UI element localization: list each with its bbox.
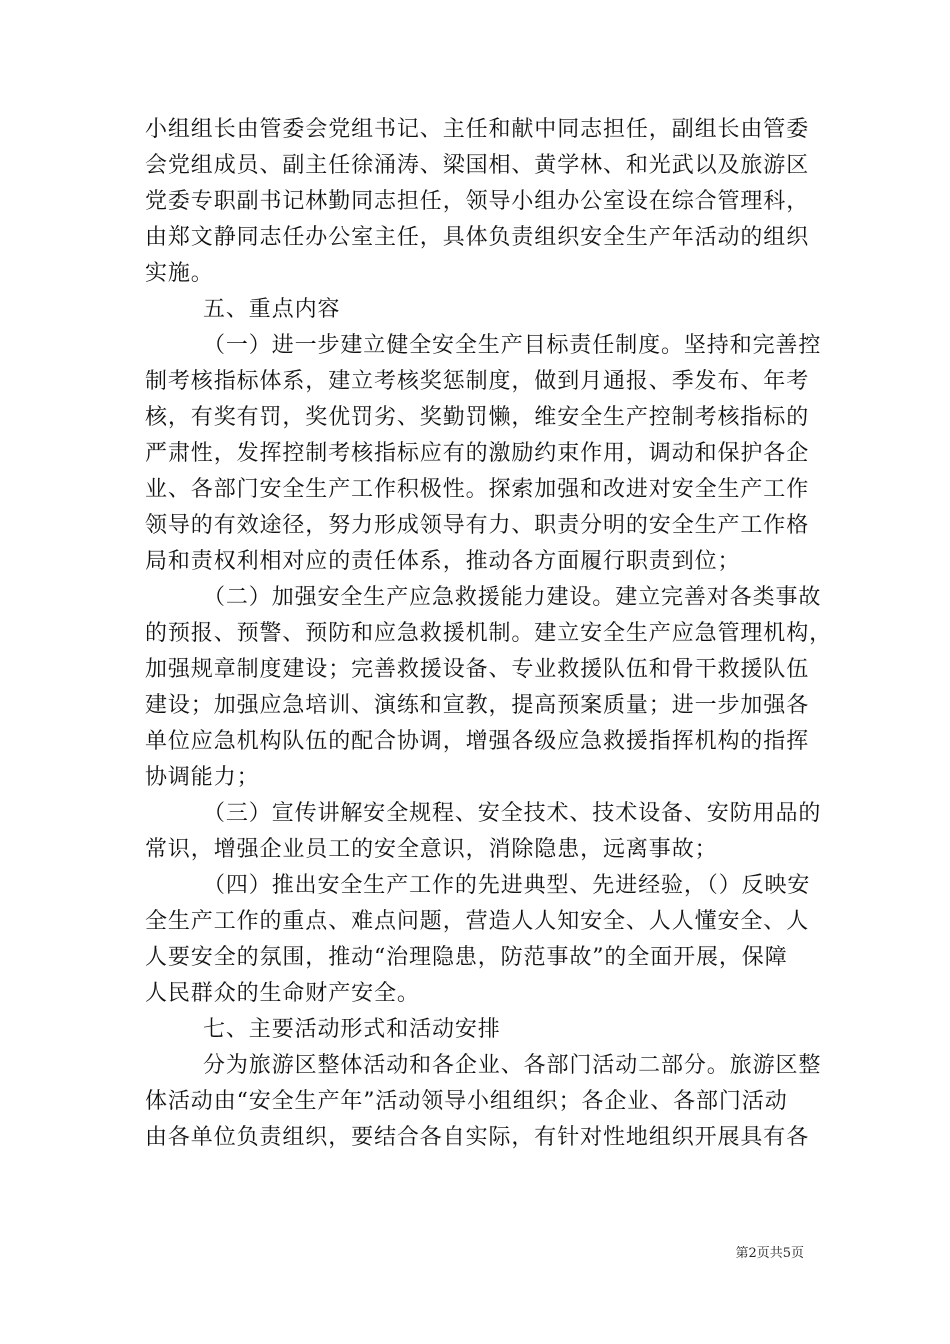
text-line: 制考核指标体系，建立考核奖惩制度，做到月通报、季发布、年考 xyxy=(145,369,810,394)
text-line: 人要安全的氛围，推动“治理隐患，防范事故”的全面开展，保障 xyxy=(145,945,788,970)
text-line: 由各单位负责组织，要结合各自实际，有针对性地组织开展具有各 xyxy=(145,1125,810,1150)
text-line: （三）宣传讲解安全规程、安全技术、技术设备、安防用品的 xyxy=(203,801,822,826)
section-heading: 七、主要活动形式和活动安排 xyxy=(203,1017,501,1042)
text-line: 协调能力； xyxy=(145,765,260,790)
text-line: 建设；加强应急培训、演练和宣教，提高预案质量；进一步加强各 xyxy=(145,693,810,718)
text-line: 业、各部门安全生产工作积极性。探索加强和改进对安全生产工作 xyxy=(145,477,810,502)
text-line: 人民群众的生命财产安全。 xyxy=(145,981,420,1006)
text-line: 体活动由“安全生产年”活动领导小组组织；各企业、各部门活动 xyxy=(145,1089,788,1114)
text-line: 党委专职副书记林勤同志担任，领导小组办公室设在综合管理科， xyxy=(145,189,810,214)
text-line: 的预报、预警、预防和应急救援机制。建立安全生产应急管理机构， xyxy=(145,621,833,646)
page-number: 第2页共5页 xyxy=(735,1246,804,1261)
text-line: 实施。 xyxy=(145,261,214,286)
text-line: 加强规章制度建设；完善救援设备、专业救援队伍和骨干救援队伍 xyxy=(145,657,810,682)
text-line: （四）推出安全生产工作的先进典型、先进经验，（）反映安 xyxy=(203,873,811,898)
text-line: （二）加强安全生产应急救援能力建设。建立完善对各类事故 xyxy=(203,585,822,610)
text-line: 单位应急机构队伍的配合协调，增强各级应急救援指挥机构的指挥 xyxy=(145,729,810,754)
text-line: 严肃性，发挥控制考核指标应有的激励约束作用，调动和保护各企 xyxy=(145,441,810,466)
text-line: 常识，增强企业员工的安全意识，消除隐患，远离事故； xyxy=(145,837,718,862)
text-line: 领导的有效途径，努力形成领导有力、职责分明的安全生产工作格 xyxy=(145,513,810,538)
text-line: 会党组成员、副主任徐涌涛、梁国相、黄学林、和光武以及旅游区 xyxy=(145,153,810,178)
text-line: 小组组长由管委会党组书记、主任和献中同志担任，副组长由管委 xyxy=(145,117,810,142)
text-line: （一）进一步建立健全安全生产目标责任制度。坚持和完善控 xyxy=(203,333,822,358)
text-line: 分为旅游区整体活动和各企业、各部门活动二部分。旅游区整 xyxy=(203,1053,822,1078)
body-text xyxy=(145,112,833,1156)
text-line: 局和责权利相对应的责任体系，推动各方面履行职责到位； xyxy=(145,549,741,574)
section-heading: 五、重点内容 xyxy=(203,297,341,322)
text-line: 全生产工作的重点、难点问题，营造人人知安全、人人懂安全、人 xyxy=(145,909,810,934)
text-line: 由郑文静同志任办公室主任，具体负责组织安全生产年活动的组织 xyxy=(145,225,810,250)
text-line: 核，有奖有罚，奖优罚劣、奖勤罚懒，维安全生产控制考核指标的 xyxy=(145,405,810,430)
